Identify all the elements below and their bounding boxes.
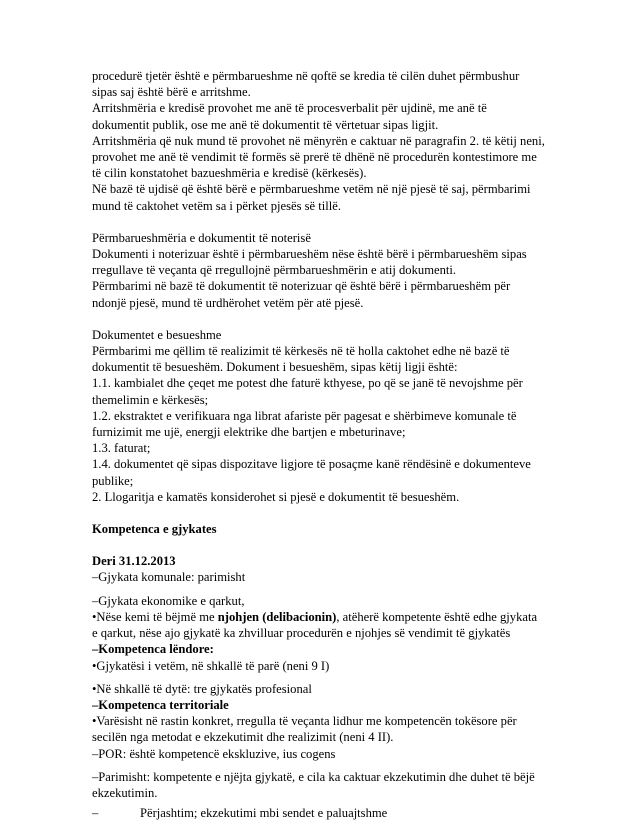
- text-line: •Në shkallë të dytë: tre gjykatës profesional: [92, 681, 312, 696]
- text-line: –Gjykata komunale: parimisht: [92, 570, 246, 585]
- list-item-text: Përjashtim; ekzekutimi mbi sendet e paluajtshme: [140, 806, 388, 821]
- text-line: publike;: [92, 473, 134, 488]
- date-heading: Deri 31.12.2013: [92, 554, 176, 569]
- paragraph-dokumentet-besueshme: [92, 327, 568, 505]
- text-line: të cilin konstatohet bazueshmëria e kredisë (kërkesës).: [92, 166, 367, 181]
- text-line: rregullave të veçanta që rregullojnë përmbarueshmërin e atij dokumenti.: [92, 263, 457, 278]
- dash-bullet: –: [92, 806, 99, 821]
- text-line: 1.3. faturat;: [92, 441, 151, 456]
- text-line: •Varësisht në rastin konkret, rregulla të veçanta lidhur me kompetencën tokësore për: [92, 714, 517, 729]
- text-line: Përmbarimi me qëllim të realizimit të kërkesës në të holla caktohet edhe në bazë të: [92, 344, 510, 359]
- subheading-territoriale: –Kompetenca territoriale: [92, 697, 229, 712]
- text-line: Në bazë të ujdisë që është bërë e përmbarueshme vetëm në një pjesë të saj, përmbarimi: [92, 182, 531, 197]
- text-line: dokumentit të besueshëm. Dokument i besueshëm, sipas këtij ligji është:: [92, 360, 458, 375]
- section-title: Dokumentet e besueshme: [92, 327, 222, 342]
- text-line: furnizimit me ujë, energji elektrike dhe bartjen e mbeturinave;: [92, 425, 406, 440]
- text-line: 1.2. ekstraktet e verifikuara nga librat afariste për pagesat e shërbimeve komunale të: [92, 408, 517, 423]
- text-line: •Gjykatësi i vetëm, në shkallë të parë (neni 9 I): [92, 658, 330, 673]
- text-line: 2. Llogaritja e kamatës konsiderohet si pjesë e dokumentit të besueshëm.: [92, 489, 460, 504]
- bold-term: njohjen (delibacionin): [217, 609, 337, 624]
- text-line: Përmbarimi në bazë të dokumentit të noterizuar që është bërë i përmbarueshëm për: [92, 279, 511, 294]
- text-run: , atëherë kompetente është edhe gjykata: [336, 609, 538, 624]
- text-line: 1.1. kambialet dhe çeqet me potest dhe faturë kthyese, po që se janë të nevojshme për: [92, 376, 523, 391]
- heading-kompetenca: Kompetenca e gjykates: [92, 522, 217, 537]
- text-line: ekzekutimin.: [92, 785, 158, 800]
- text-line: 1.4. dokumentet që sipas dispozitave ligjore të posaçme kanë rëndësinë e dokumenteve: [92, 457, 531, 472]
- paragraph-noteria: [92, 230, 568, 311]
- text-run: •Nëse kemi të bëjmë me: [92, 609, 218, 624]
- text-line: dokumentit publik, ose me anë të dokumentit të vërtetuar sipas ligjit.: [92, 117, 439, 132]
- text-line: Arritshmëria e kredisë provohet me anë të procesverbalit për ujdinë, me anë të: [92, 101, 487, 116]
- text-line: secilën nga metodat e ekzekutimit dhe realizimit (neni 4 II).: [92, 730, 394, 745]
- text-line: Dokumenti i noterizuar është i përmbarueshëm nëse është bërë i përmbarueshëm sipas: [92, 247, 527, 262]
- text-line: –POR: është kompetencë ekskluzive, ius cogens: [92, 746, 336, 761]
- section-title: Përmbarueshmëria e dokumentit të noterisë: [92, 230, 311, 245]
- text-line: themelimin e kërkesës;: [92, 392, 209, 407]
- text-line: provohet me anë të vendimit të formës së prerë të dhënë në procedurën kontestimore me: [92, 150, 537, 165]
- text-line: mund të caktohet vetëm sa i përket pjesës së tillë.: [92, 198, 341, 213]
- text-line: [92, 609, 568, 625]
- text-line: ndonjë pjesë, mund të urdhërohet vetëm për atë pjesë.: [92, 295, 364, 310]
- text-line: –Gjykata ekonomike e qarkut,: [92, 593, 245, 608]
- list-item: [92, 805, 568, 821]
- text-line: –Parimisht: kompetente e njëjta gjykatë, e cila ka caktuar ekzekutimin dhe duhet të bëjë: [92, 769, 535, 784]
- text-line: procedurë tjetër është e përmbarueshme në qoftë se kredia të cilën duhet përmbushur: [92, 69, 520, 83]
- text-line: Arritshmëria që nuk mund të provohet në mënyrën e caktuar në paragrafin 2. të këtij neni,: [92, 133, 545, 148]
- paragraph-arritshmeria: [92, 68, 568, 214]
- text-line: sipas saj është bërë e arritshme.: [92, 85, 251, 100]
- subheading-lendore: –Kompetenca lëndore:: [92, 642, 214, 657]
- text-line: e qarkut, nëse ajo gjykatë ka zhvilluar procedurën e njohjes së vendimit të gjykatës: [92, 626, 511, 641]
